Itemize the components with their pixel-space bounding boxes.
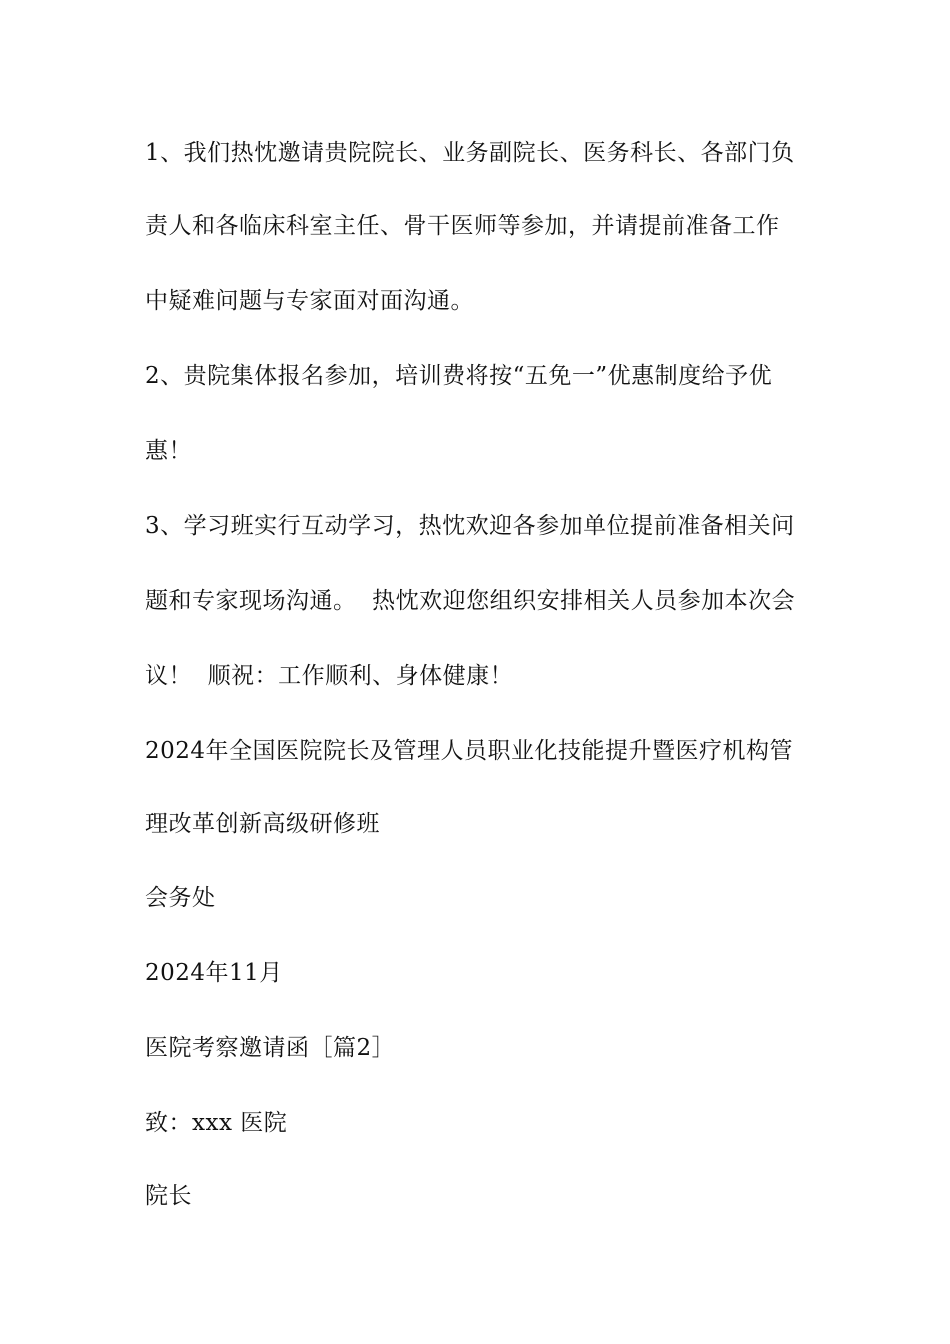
signature-date: 2024年11月	[145, 960, 283, 986]
paragraph-line-7: 题和专家现场沟通。 热忱欢迎您组织安排相关人员参加本次会	[145, 588, 796, 614]
paragraph-line-4: 2、贵院集体报名参加，培训费将按“五免一”优惠制度给予优	[145, 363, 773, 389]
paragraph-line-1: 1、我们热忱邀请贵院院长、业务副院长、医务科长、各部门负	[145, 140, 795, 166]
event-title-line-2: 理改革创新高级研修班	[145, 811, 380, 837]
paragraph-line-5: 惠！	[145, 438, 192, 464]
section-heading: 医院考察邀请函［篇2］	[145, 1035, 396, 1061]
paragraph-line-8: 议！ 顺祝：工作顺利、身体健康！	[145, 663, 514, 689]
paragraph-line-3: 中疑难问题与专家面对面沟通。	[145, 288, 474, 314]
signature-office: 会务处	[145, 885, 216, 911]
addressee-title: 院长	[145, 1183, 192, 1209]
addressee-line: 致：xxx 医院	[145, 1110, 288, 1136]
paragraph-line-6: 3、学习班实行互动学习，热忱欢迎各参加单位提前准备相关问	[145, 513, 795, 539]
paragraph-line-2: 责人和各临床科室主任、骨干医师等参加，并请提前准备工作	[145, 213, 780, 239]
event-title-line-1: 2024年全国医院院长及管理人员职业化技能提升暨医疗机构管	[145, 738, 794, 764]
